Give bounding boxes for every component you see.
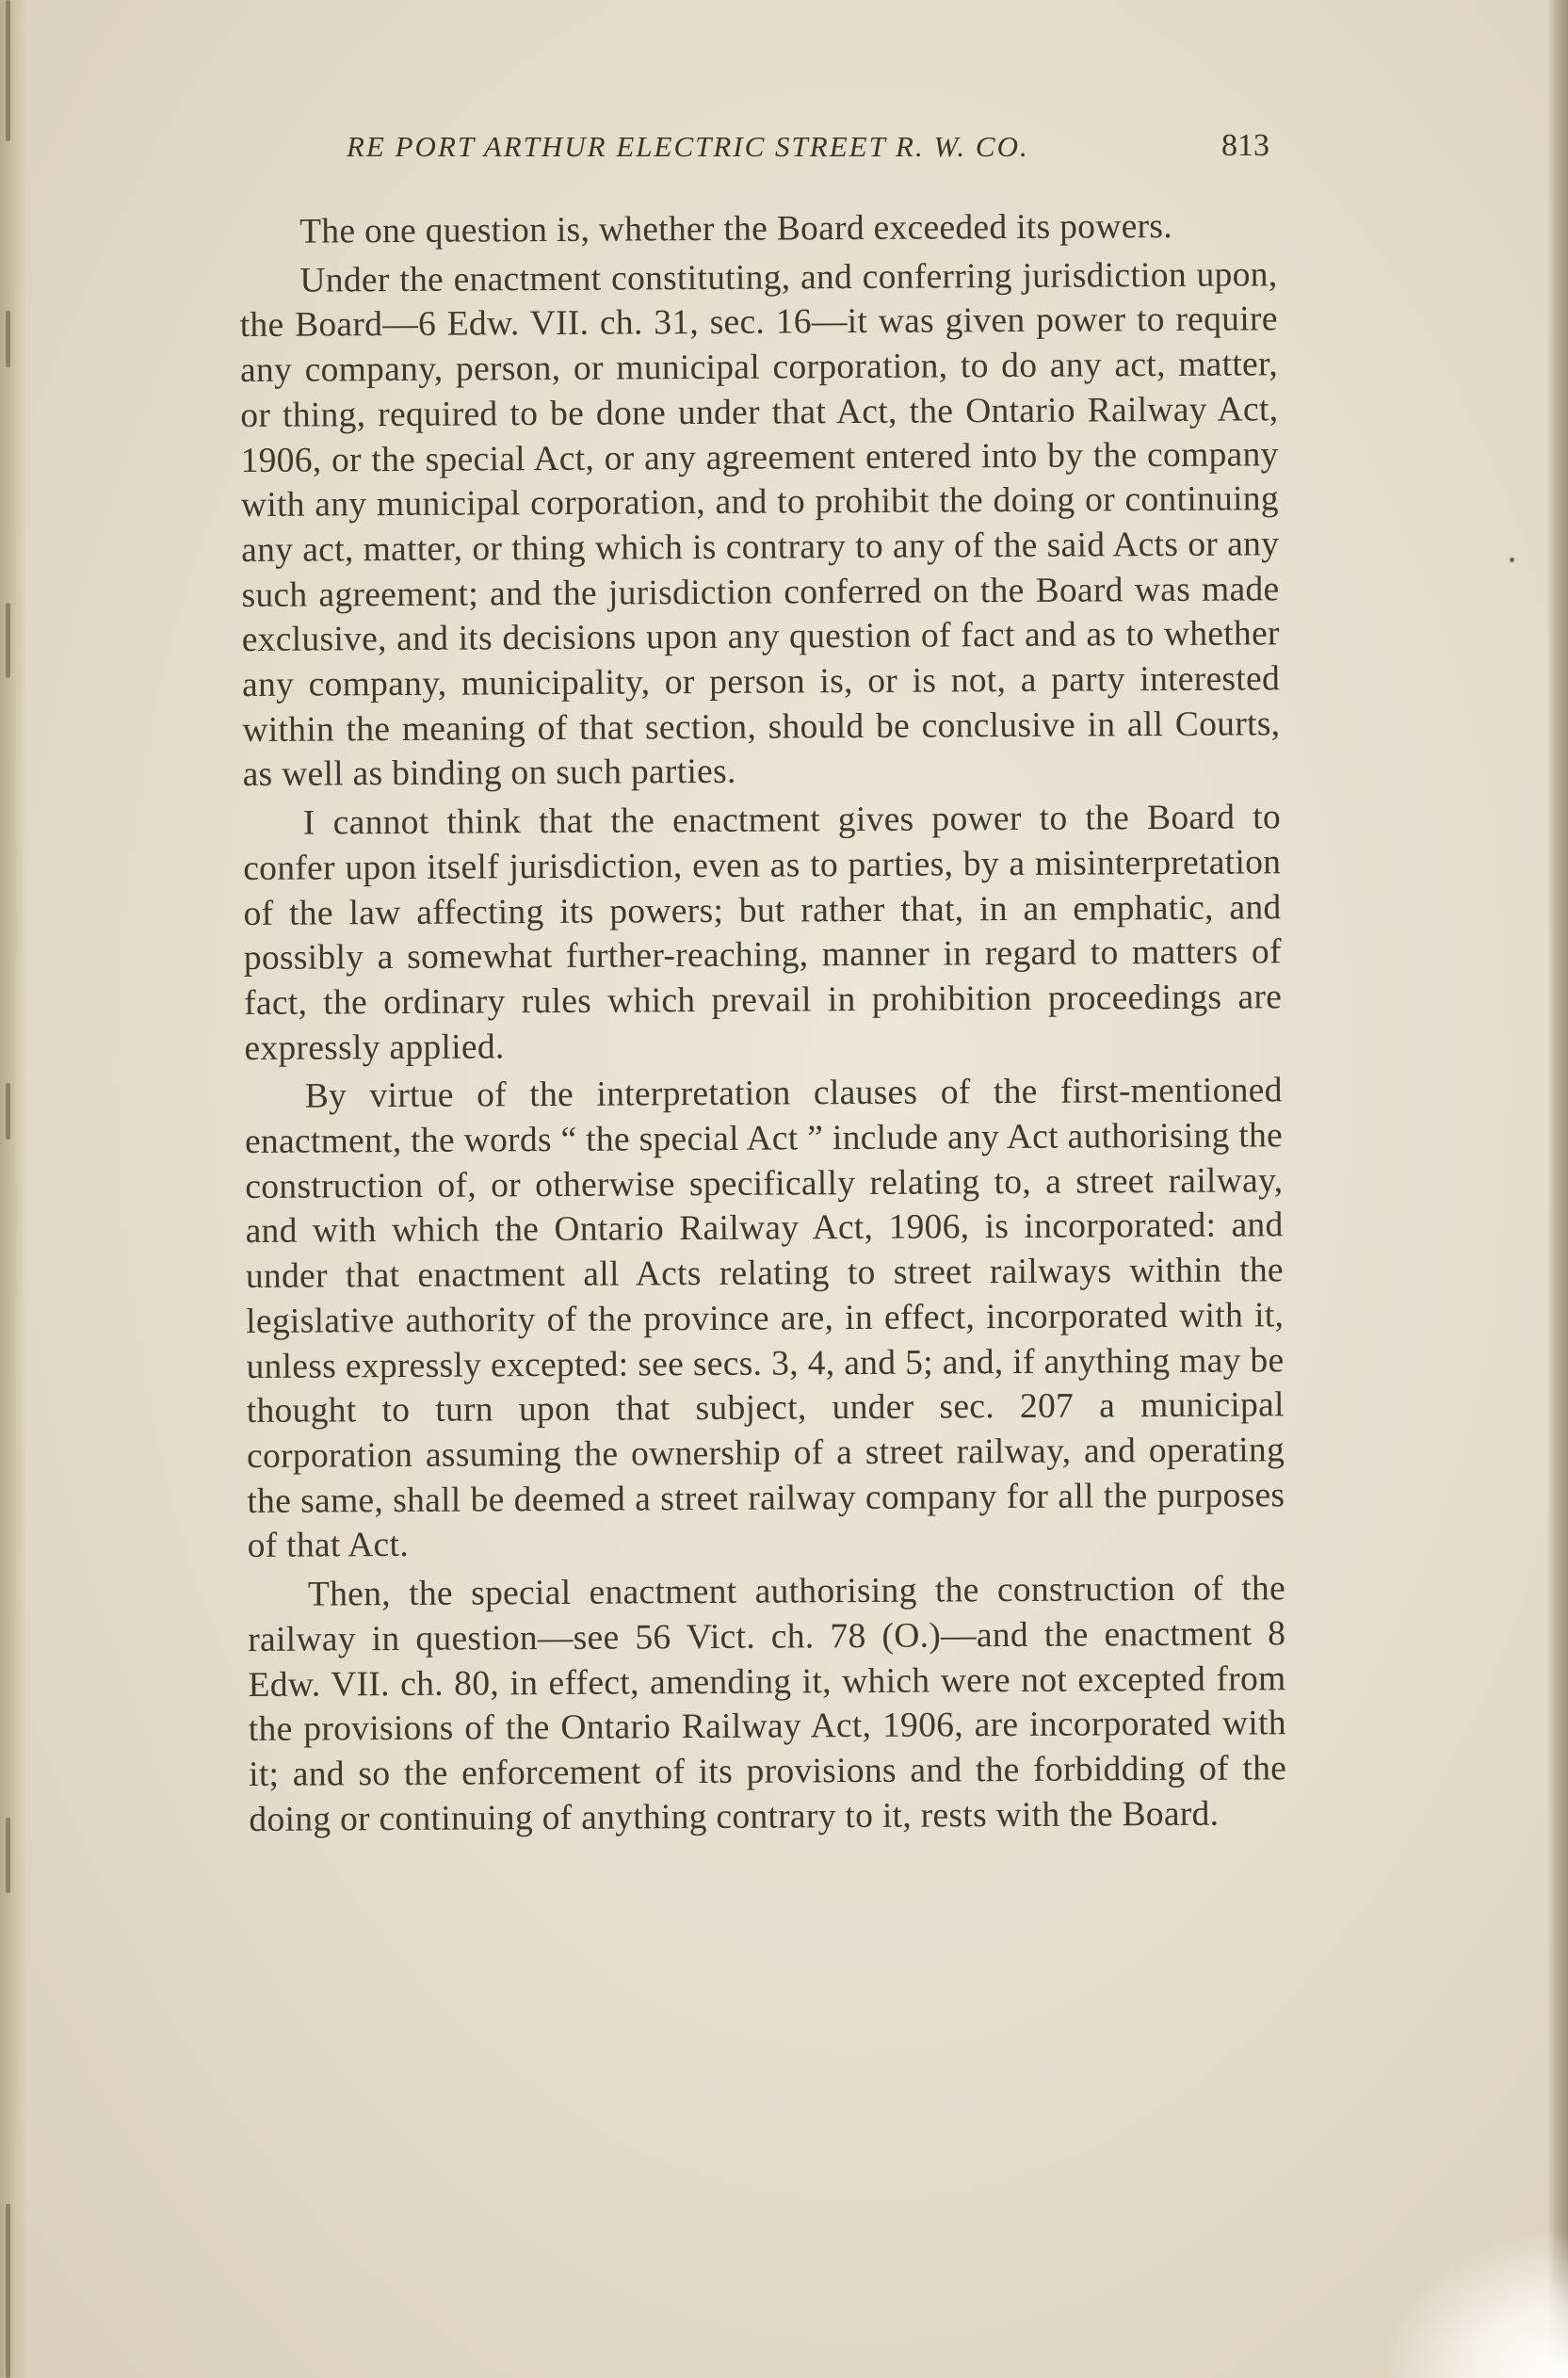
paragraph: Under the enactment constituting, and conferring jurisdiction upon, the Board—6 Edw. VII. ch. 31, sec. 16—it was given power to require any company, person, or municipal corporation, to do any act, matter, or thing, required to be done under that Act, the Ontario Railway Act, 1906, or the special Act, or any agreement entered into by the company with any municipal corporation, and to prohibit the doing or continuing any act, matter, or thing which is contrary to any of the said Acts or any such agreement; and the jurisdiction conferred on the Board was made exclusive, and its decisions upon any question of fact and as to whether any company, municipality, or person is, or is not, a party interested within the meaning of that section, should be conclusive in all Courts, as well as binding on such parties. (239, 254, 1281, 795)
binding-mark (6, 1818, 10, 1893)
binding-mark (6, 311, 10, 367)
paragraph: Then, the special enactment authorising the construction of the railway in question—see 56 Vict. ch. 78 (O.)—and the enactment 8 Edw. VII. ch. 80, in effect, amending it, which were not excepted from the provisions of the Ontario Railway Act, 1906, are incorporated with it; and so the enforcement of its provisions and the forbidding of the doing or continuing of anything contrary to it, rests with the Board. (248, 1569, 1287, 1839)
running-title: RE PORT ARTHUR ELECTRIC STREET R. W. CO. (347, 130, 1029, 163)
paragraph: The one question is, whether the Board exceeded its powers. (299, 206, 1173, 251)
binding-shadow (0, 0, 26, 2378)
paragraph: By virtue of the interpretation clauses of the first-mentioned enactment, the words “ the special Act ” include any Act authorising the construction of, or otherwise specifically relating to, a street railway, and with which the Ontario Railway Act, 1906, is incorporated: and under that enactment all Acts relating to street railways within the legislative authority of the province are, in effect, incorporated with it, unless expressly excepted: see secs. 3, 4, and 5; and, if anything may be thought to turn upon that subject, under sec. 207 a municipal corporation assuming the ownership of a street railway, and operating the same, shall be deemed a street railway company for all the purposes of that Act. (244, 1071, 1285, 1566)
binding-mark (6, 2204, 10, 2378)
page-right-edge (1547, 0, 1568, 2378)
paper-speck (1510, 558, 1514, 562)
body-text (239, 203, 1287, 1846)
running-head (347, 130, 1269, 177)
page-number: 813 (1221, 128, 1269, 163)
binding-mark (6, 0, 10, 141)
binding-mark (6, 1083, 10, 1140)
binding-mark (6, 603, 10, 678)
page-corner-highlight (1380, 2227, 1568, 2378)
paragraph: I cannot think that the enactment gives power to the Board to confer upon itself jurisdiction, even as to parties, by a misinterpretation of the law affecting its powers; but rather that, in an emphatic, and possibly a somewhat further-reaching, manner in regard to matters of fact, the ordinary rules which prevail in prohibition proceedings are expressly applied. (243, 798, 1283, 1068)
